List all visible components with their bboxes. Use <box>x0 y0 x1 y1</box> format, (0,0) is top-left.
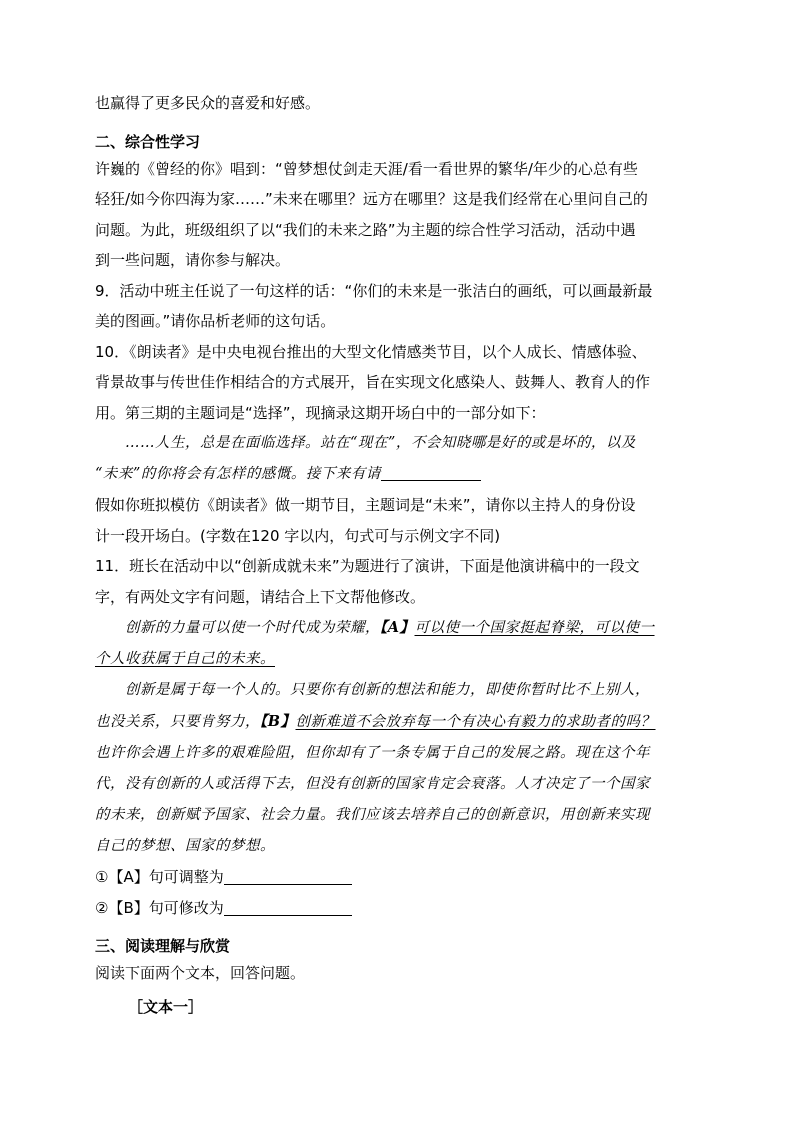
excerpt-line <box>95 644 710 675</box>
text-one-label: ［文本一］ <box>128 997 204 1016</box>
answer-blank-a[interactable] <box>224 866 352 885</box>
section-heading-2: 二、综合性学习 <box>95 132 201 151</box>
underlined-sentence-a: 个人收获属于自己的未来。 <box>95 651 275 667</box>
question-10-line: 10．《朗读者》是中央电视台推出的大型文化情感类节目，以个人成长、情感体验、 <box>95 342 647 361</box>
document-page <box>95 88 710 1022</box>
question-10-line: 背景故事与传世佳作相结合的方式展开，旨在实现文化感染人、鼓舞人、教育人的作 <box>95 373 651 391</box>
question-10-line: 计一段开场白。(字数在120 字以内，句式可与示例文字不同) <box>95 526 501 545</box>
text-line: 到一些问题，请你参与解决。 <box>95 251 291 269</box>
excerpt-line <box>95 459 710 490</box>
excerpt-line: 也许你会遇上许多的艰难险阻，但你却有了一条专属于自己的发展之路。现在这个年 <box>95 745 650 761</box>
marker-a: 【A】 <box>380 619 415 636</box>
answer-blank[interactable] <box>381 462 481 481</box>
text-line: 轻狂/如今你四海为家……”未来在哪里？远方在哪里？这是我们经常在心里问自己的 <box>95 190 648 208</box>
excerpt-text: 创新的力量可以使一个时代成为荣耀， <box>125 620 380 636</box>
question-9-line: 9．活动中班主任说了一句这样的话：“你们的未来是一张洁白的画纸，可以画最新最 <box>95 281 653 300</box>
marker-b: 【B】 <box>260 713 296 730</box>
excerpt-line: 自己的梦想、国家的梦想。 <box>95 838 275 854</box>
question-10-line: 假如你班拟模仿《朗读者》做一期节目，主题词是“未来”，请你以主持人的身份设 <box>95 496 636 514</box>
answer-prompt-b: ②【B】句可修改为 <box>95 898 224 917</box>
text-line: 也赢得了更多民众的喜爱和好感。 <box>95 94 321 112</box>
excerpt-text: “未来”的你将会有怎样的感慨。接下来有请 <box>95 466 381 482</box>
question-11-line: 字，有两处文字有问题，请结合上下文帮他修改。 <box>95 587 426 606</box>
answer-line-b <box>95 893 710 924</box>
excerpt-line <box>95 612 710 644</box>
question-11-line: 11．班长在活动中以“创新成就未来”为题进行了演讲，下面是他演讲稿中的一段文 <box>95 557 640 575</box>
text-line: 阅读下面两个文本，回答问题。 <box>95 964 306 982</box>
section-heading-3: 三、阅读理解与欣赏 <box>95 937 231 955</box>
underlined-sentence-a: 可以使一个国家挺起脊梁，可以使一 <box>414 620 655 636</box>
excerpt-line: ……人生，总是在面临选择。站在“现在”，不会知晓哪是好的或是坏的，以及 <box>125 435 636 451</box>
question-10-line: 用。第三期的主题词是“选择”，现摘录这期开场白中的一部分如下： <box>95 403 546 422</box>
excerpt-line: 创新是属于每一个人的。只要你有创新的想法和能力，即使你暂时比不上别人， <box>125 682 650 698</box>
question-9-line: 美的图画。”请你品析老师的这句话。 <box>95 312 336 330</box>
text-line: 问题。为此，班级组织了以“我们的未来之路”为主题的综合性学习活动，活动中遇 <box>95 220 636 239</box>
answer-line-a <box>95 862 710 893</box>
excerpt-line: 的未来，创新赋予国家、社会力量。我们应该去培养自己的创新意识，用创新来实现 <box>95 807 650 823</box>
excerpt-line <box>95 706 710 738</box>
excerpt-line: 代，没有创新的人或活得下去，但没有创新的国家肯定会衰落。人才决定了一个国家 <box>95 776 650 792</box>
excerpt-text: 也没关系，只要肯努力， <box>95 714 260 730</box>
answer-prompt-a: ①【A】句可调整为 <box>95 868 224 886</box>
text-line: 许巍的《曾经的你》唱到：“曾梦想仗剑走天涯/看一看世界的繁华/年少的心总有些 <box>95 159 638 178</box>
answer-blank-b[interactable] <box>224 897 352 916</box>
underlined-sentence-b: 创新难道不会放弃每一个有决心有毅力的求助者的吗？ <box>295 714 656 730</box>
